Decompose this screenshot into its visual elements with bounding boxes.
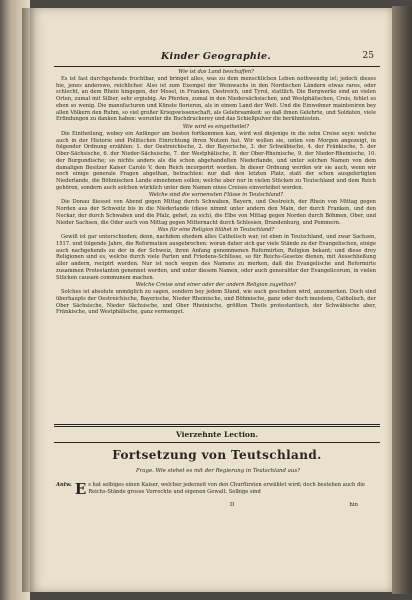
main-text	[56, 68, 376, 316]
question-heading: Was für eine Religion blühet in Teutschland?	[157, 226, 275, 233]
section-title: Fortsetzung von Teutschland.	[112, 448, 322, 462]
question-heading: Welche Creise sind einer oder der andern Religion zugethan?	[135, 281, 297, 288]
running-title: Kinder Geographie.	[161, 51, 271, 62]
question-heading: Wie wird es eingetheilet?	[182, 123, 250, 130]
paragraph: Die Eintheilung, wobey ein Anfänger am besten fortkommen kan, wird wol diejenige in die zehn Creise seyn: welche auch in der Historie und Politischen Einrichtung ihren Nutzen hat. Wir wollen sie, unten von Morgen angezeigt, in folgender Ordnung erzählen: 1. der Oestreichische, 2. der Bayerische, 3. der Schwäbische, 4. der Fränkische, 5. der Ober-Sächsische, 6. der Nieder-Sächsische, 7. der Westphälische, 8. der Ober-Rheinische, 9. der Nieder-Rheinische, 10. der Burgundische; so nichts anders als die schon abgehandelten Niederlande, und unter solchen Namen von dem damaligen Besitzer Kaiser Carolo V. dem Reich incorporirt worden. In dieser Ordnung werden wir sie auch, wenn wir noch einige generale Fragen abgethan, betrachten: nur daß den letzten Platz, statt der schon ausgefertigten Niederlande, die Böhmischen Lande einnehmen sollen; welche aber nur in vielen Stücken zu Teutschland und dem Reich gehören, sondern auch solchen würklich unter dem Namen eines Creises einverleibet worden.	[56, 130, 376, 191]
book-page	[30, 8, 392, 592]
lection-rule	[54, 442, 380, 443]
question-heading: Wie ist das Land beschaffen?	[178, 68, 254, 75]
paragraph: Es ist fast durchgehends fruchtbar, und bringet alles, was zu dem menschlichen Leben nothwendig ist; jedoch dieses hie, jenes anderswo, reichlicher. Also ist zum Exempel der Weinwachs in den Nordischen Ländern etwas rares, oder schlecht, an dem Rhein hingegen, der Mosel, in Franken, Oestreich, und Tyrol, stattlich. Die Bergwerke sind an vielen Orten, zumal mit Silber, sehr ergiebig. An Pferden, zumal in den Niedersächsischen, und Westphälischen, Creis, fehlet es eben so wenig. Die manufacturen und Künste florieren, als in einem Land der Welt. Und die Einwohner mainteniren bey allen Völkern den Ruhm, so viel großer Kriegswissenschaft, als Gelehrsamkeit: so daß ihnen Gelehrte, und Soldaten, viele Erfindungen zu danken haben: worunter die Buchdruckerey und das Schießpulver die berühmtesten.	[56, 75, 376, 123]
question-heading: Welche sind die vornemsten Flüsse in Teutschland?	[148, 192, 284, 198]
catchword: hin	[349, 502, 358, 508]
right-page-edges	[392, 6, 412, 594]
signature-mark: D	[230, 502, 235, 508]
paragraph: Solches ist absolute unmöglich zu sagen, sondern bey jedem Stand, wie auch geschehen wird, anzumerken. Doch sind überhaupts der Oestreichische, Bayerische, Nieder Rheinische, und Böhmische, ganz oder doch meistens, Catholisch, der Ober Sächsische, Nieder Sächsische, und Ober Rheinische, größten Theils protestantisch, der Schwäbische aber, Fränkische, und Westphälische, ganz vermenget.	[56, 289, 376, 316]
paragraph: Gewiß ist gar unterschieden; denn, nachdem ehedem alles Catholisch war, ist eben in Teutschland, und zwar Sachsen, 1517. und folgende Jahre, die Reformation ausgebrochen: woran daher sich gar viele Stände zu der Evangelischen, einige auch nachgehends zu der in der Schweiz, ihren Anfang genommenen Reformirten, Religion bekant; und diese drey Religionen sind es, welche durch viele Parten und Friedens-Schlüsse, so für Reichs-Gesetze dienen, mit Ausschließung aller andern, recipirt worden. Nur ist noch wegen des Namens zu merken, daß die Evangelische und Reformirte zusammen Protestanten genennet werden, und unter diesem Namen, oder auch generaliter der Evangelicorum, in vielen Stücken causam communem machen.	[56, 234, 376, 281]
paragraph: Die Donau fliesset von Abend gegen Mittag durch Schwaben, Bayern, und Oestreich, der Rhein von Mittag gegen Norden aus der Schweitz bis in die Niederlande (diese nimmt unter andern den Main, der durch Franken, und den Neckar, der durch Schwaben und die Pfalz, gehet, zu sich), die Elbe von Mittag gegen Norden durch Böhmen, Ober, und Nieder Sachsen, die Oder auch von Mittag gegen Mitternacht durch Schlesien, Brandenburg, und Pommern.	[56, 199, 376, 226]
page-header	[54, 51, 378, 65]
spine-shadow	[22, 8, 36, 592]
answer-paragraph	[56, 482, 378, 496]
lection-heading: Vierzehnte Lection.	[175, 430, 259, 439]
page-number: 25	[362, 51, 374, 61]
question-line: Frage. Wie stehet es mit der Regierung in Teutschland aus?	[135, 468, 301, 474]
drop-cap: E	[74, 480, 87, 498]
answer-label: Antw.	[56, 482, 72, 488]
answer-text: s hat selbiges einen Kaiser, welcher jederzeit von den Churfürsten erwählet wird; doch bestehen auch die Reichs-Stände grosse Vorrechte und eigenen Gewalt. Selbige sind	[88, 482, 365, 495]
section-divider	[54, 424, 380, 427]
header-rule	[54, 66, 380, 67]
